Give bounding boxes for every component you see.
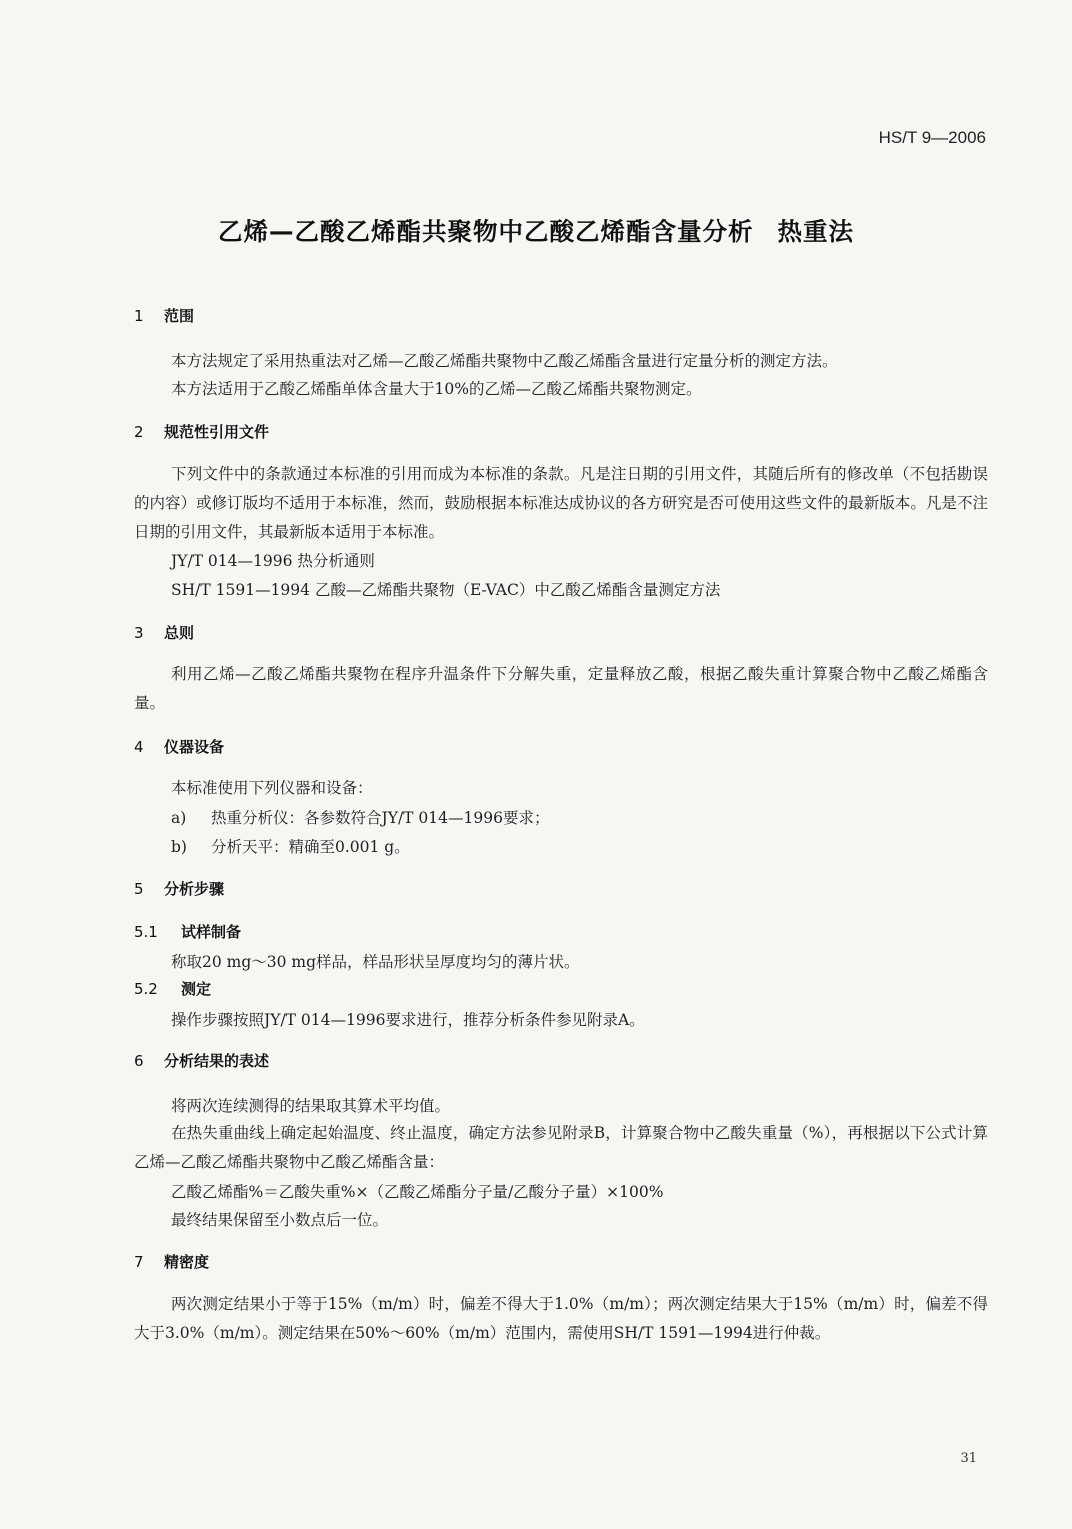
formula: 乙酸乙烯酯%＝乙酸失重%×（乙酸乙烯酯分子量/乙酸分子量）×100% <box>171 1183 664 1201</box>
list-item: b) 分析天平：精确至0.001 g。 <box>171 838 410 856</box>
page-number: 31 <box>960 1451 977 1466</box>
section-5-heading: 5 分析步骤 <box>134 880 225 898</box>
section-6-para: 在热失重曲线上确定起始温度、终止温度，确定方法参见附录B，计算聚合物中乙酸失重量（%），再根据以下公式计算乙烯—乙酸乙烯酯共聚物中乙酸乙烯酯含量： <box>134 1124 988 1171</box>
list-item: a) 热重分析仪：各参数符合JY/T 014—1996要求； <box>171 809 550 827</box>
section-2-heading: 2 规范性引用文件 <box>134 423 270 441</box>
reference-1: JY/T 014—1996 热分析通则 <box>171 552 375 570</box>
section-5-2-heading: 5.2 测定 <box>134 980 212 998</box>
section-3-heading: 3 总则 <box>134 624 195 642</box>
standard-code: HS/T 9—2006 <box>878 128 986 147</box>
section-5-2-text: 操作步骤按照JY/T 014—1996要求进行，推荐分析条件参见附录A。 <box>171 1011 645 1029</box>
section-3-para: 利用乙烯—乙酸乙烯酯共聚物在程序升温条件下分解失重，定量释放乙酸，根据乙酸失重计算聚合物中乙酸乙烯酯含量。 <box>134 665 988 712</box>
section-2-para: 下列文件中的条款通过本标准的引用而成为本标准的条款。凡是注日期的引用文件，其随后所有的修改单（不包括勘误的内容）或修订版均不适用于本标准，然而，鼓励根据本标准达成协议的各方研究是否可使用这些文件的最新版本。凡是不注日期的引用文件，其最新版本适用于本标准。 <box>134 465 988 541</box>
section-4-heading: 4 仪器设备 <box>134 738 225 756</box>
title-main: 乙烯—乙酸乙烯酯共聚物中乙酸乙烯酯含量分析 <box>218 217 754 246</box>
section-7-para: 两次测定结果小于等于15%（m/m）时，偏差不得大于1.0%（m/m）；两次测定结果大于15%（m/m）时，偏差不得大于3.0%（m/m）。测定结果在50%～60%（m/m）范围内，需使用SH/T 1591—1994进行仲裁。 <box>134 1295 988 1342</box>
section-7-heading: 7 精密度 <box>134 1253 210 1271</box>
document-title <box>0 213 1072 248</box>
section-1-para-1: 本方法规定了采用热重法对乙烯—乙酸乙烯酯共聚物中乙酸乙烯酯含量进行定量分析的测定方法。 <box>171 352 838 370</box>
section-1-para-2: 本方法适用于乙酸乙烯酯单体含量大于10%的乙烯—乙酸乙烯酯共聚物测定。 <box>171 380 702 398</box>
section-5-1-text: 称取20 mg～30 mg样品，样品形状呈厚度均匀的薄片状。 <box>171 953 580 971</box>
section-6-heading: 6 分析结果的表述 <box>134 1052 270 1070</box>
reference-2: SH/T 1591—1994 乙酸—乙烯酯共聚物（E-VAC）中乙酸乙烯酯含量测定方法 <box>171 581 721 599</box>
section-6-last: 最终结果保留至小数点后一位。 <box>171 1211 389 1229</box>
section-1-heading: 1 范围 <box>134 307 195 325</box>
section-4-intro: 本标准使用下列仪器和设备： <box>171 779 373 797</box>
title-method: 热重法 <box>777 217 854 246</box>
section-6-line-1: 将两次连续测得的结果取其算术平均值。 <box>171 1097 451 1115</box>
section-5-1-heading: 5.1 试样制备 <box>134 923 242 941</box>
